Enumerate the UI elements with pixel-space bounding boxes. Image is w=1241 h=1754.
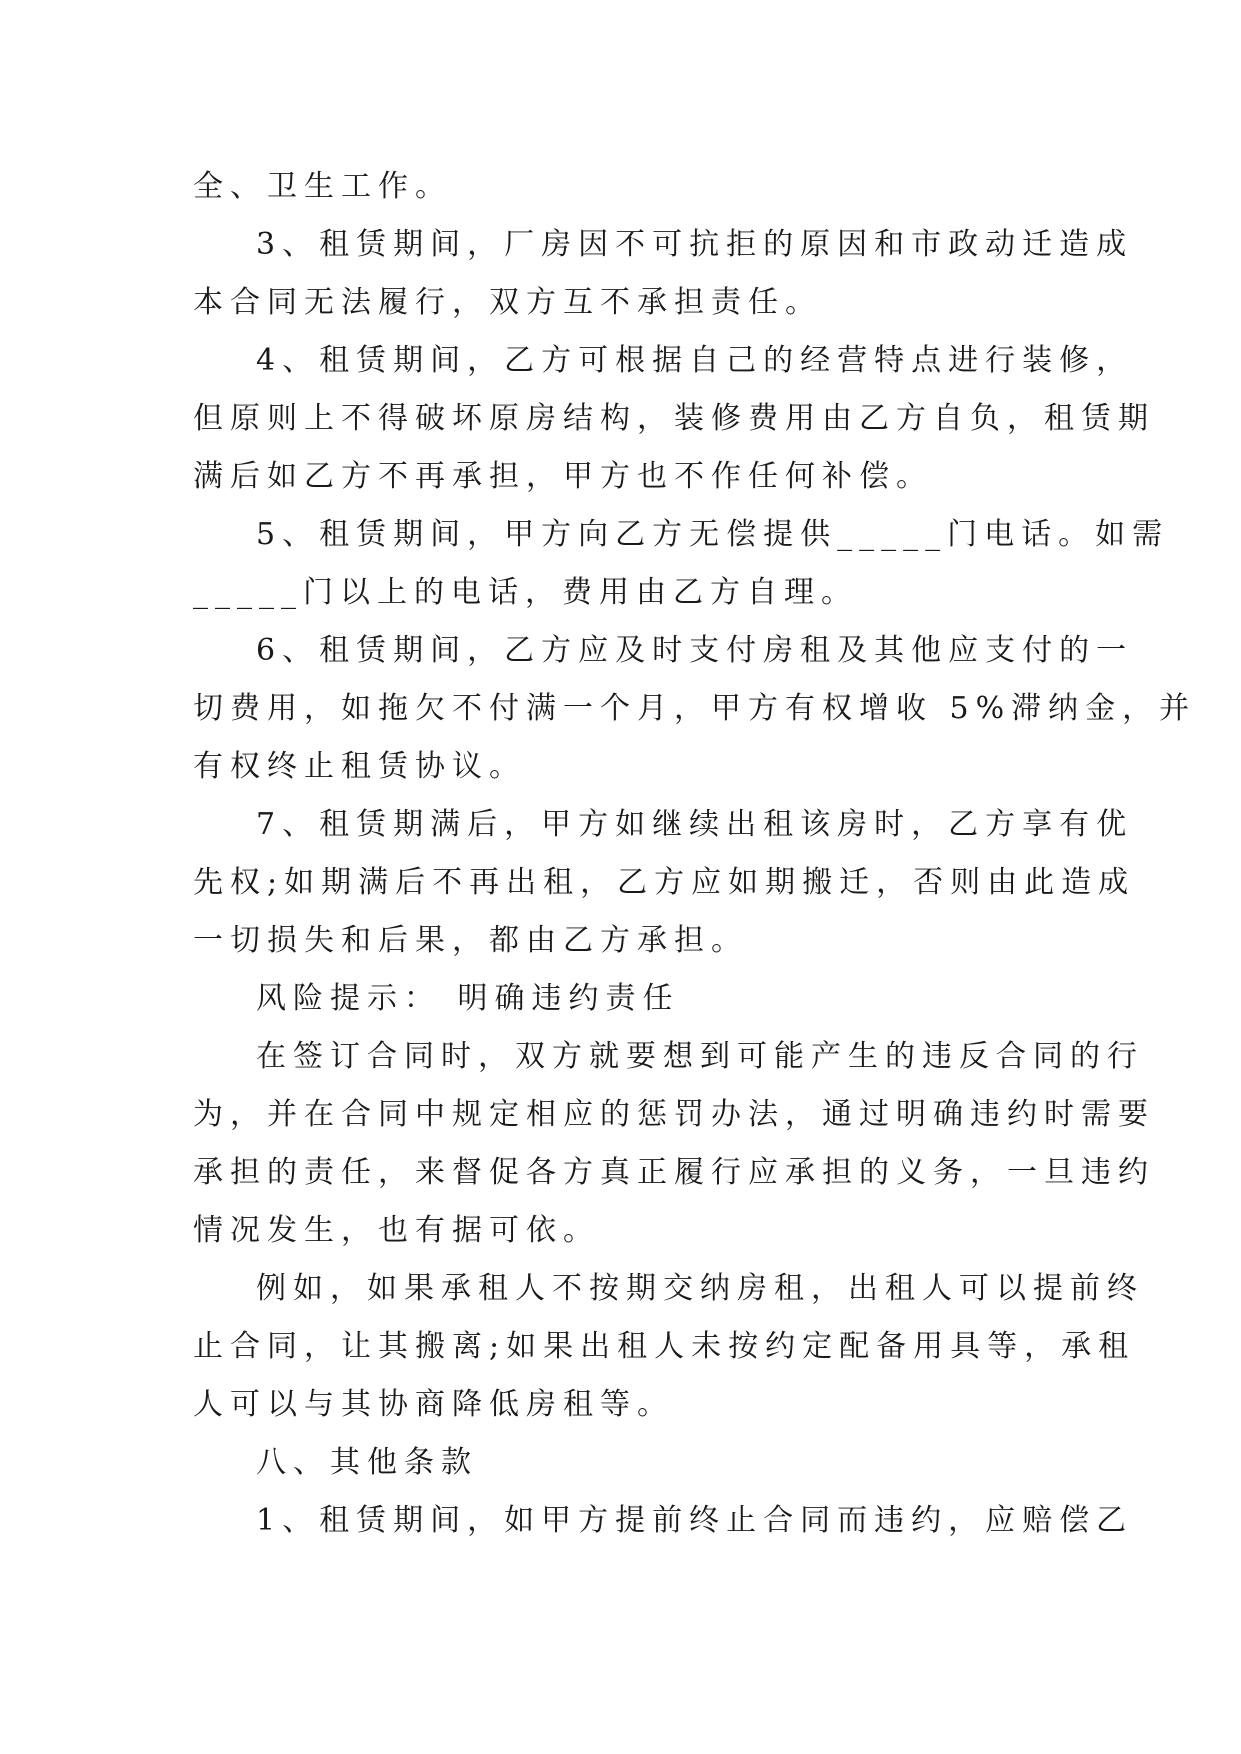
text-line: 6、租赁期间，乙方应及时支付房租及其他应支付的一: [256, 633, 1134, 668]
text-line: 为，并在合同中规定相应的惩罚办法，通过明确违约时需要: [193, 1097, 1155, 1132]
document-page: [193, 158, 1197, 1550]
text-line: 例如，如果承租人不按期交纳房租，出租人可以提前终: [256, 1271, 1144, 1306]
text-line: 全、卫生工作。: [193, 169, 452, 204]
text-line: 有权终止租赁协议。: [193, 749, 526, 784]
section-heading: 风险提示： 明确违约责任: [256, 981, 680, 1016]
section-heading: 八、其他条款: [256, 1445, 478, 1480]
text-line: 1、租赁期间，如甲方提前终止合同而违约，应赔偿乙: [256, 1503, 1134, 1538]
text-line: 3、租赁期间，厂房因不可抗拒的原因和市政动迁造成: [256, 227, 1134, 262]
text-line: 人可以与其协商降低房租等。: [193, 1387, 674, 1422]
text-line: 本合同无法履行，双方互不承担责任。: [193, 285, 822, 320]
text-line: 在签订合同时，双方就要想到可能产生的违反合同的行: [256, 1039, 1144, 1074]
text-line: 一切损失和后果，都由乙方承担。: [193, 923, 748, 958]
text-line: 满后如乙方不再承担，甲方也不作任何补偿。: [193, 459, 933, 494]
text-line: 承担的责任，来督促各方真正履行应承担的义务，一旦违约: [193, 1155, 1155, 1190]
text-line: 情况发生，也有据可依。: [193, 1213, 600, 1248]
text-line: 止合同，让其搬离;如果出租人未按约定配备用具等，承租: [193, 1329, 1136, 1364]
text-line: 但原则上不得破坏原房结构，装修费用由乙方自负，租赁期: [193, 401, 1155, 436]
text-line: 先权;如期满后不再出租，乙方应如期搬迁，否则由此造成: [193, 865, 1136, 900]
text-line: 切费用，如拖欠不付满一个月，甲方有权增收 5%滞纳金，并: [193, 691, 1197, 726]
text-line: 7、租赁期满后，甲方如继续出租该房时，乙方享有优: [256, 807, 1134, 842]
text-line: _____门以上的电话，费用由乙方自理。: [193, 575, 858, 610]
text-line: 5、租赁期间，甲方向乙方无偿提供_____门电话。如需: [256, 517, 1170, 552]
text-line: 4、租赁期间，乙方可根据自己的经营特点进行装修，: [256, 343, 1134, 378]
